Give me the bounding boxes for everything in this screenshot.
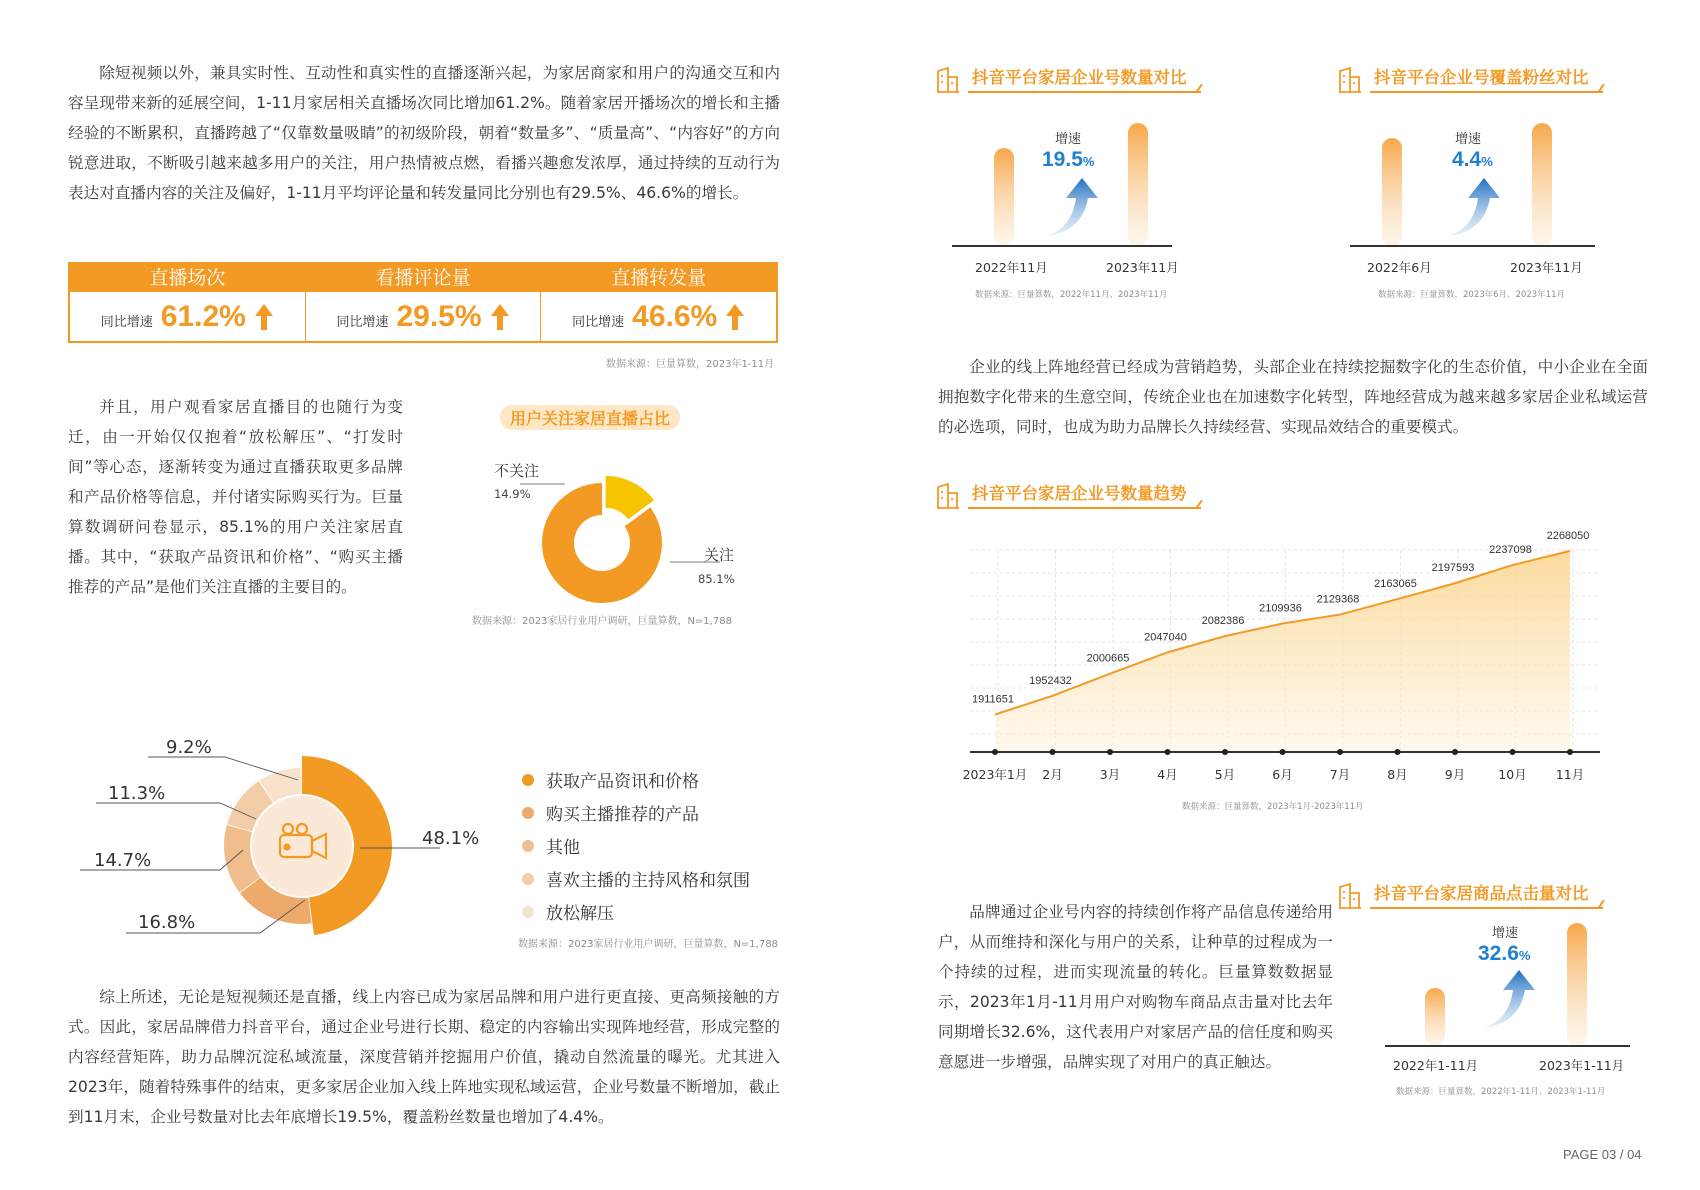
legend-item: 喜欢主播的主持风格和氛围 (522, 862, 750, 895)
legend-item: 购买主播推荐的产品 (522, 796, 750, 829)
attention-chart-title: 用户关注家居直播占比 (500, 405, 680, 430)
purpose-value-label: 48.1% (422, 828, 480, 849)
bar-label: 2022年1-11月 (1393, 1058, 1479, 1073)
stat-value: 29.5% (396, 299, 482, 333)
x-tick-label: 6月 (1272, 767, 1293, 782)
legend-item: 其他 (522, 829, 750, 862)
building-icon (1338, 67, 1362, 93)
bar-label: 2022年6月 (1367, 260, 1432, 275)
donut-center (252, 796, 352, 896)
stat-header: 直播转发量 (541, 264, 776, 292)
attention-donut-chart (520, 440, 720, 610)
stat-label: 同比增速 (100, 315, 153, 330)
purpose-value-label: 11.3% (108, 783, 166, 804)
purpose-value-label: 16.8% (138, 912, 196, 933)
up-arrow-icon (254, 303, 274, 331)
purpose-paragraph: 并且，用户观看家居直播目的也随行为变迁，由一开始仅仅抱着“放松解压”、“打发时间”等心态，逐渐转变为通过直播获取更多品牌和产品价格等信息，并付诸实际购买行为。巨量算数调研问卷显示，85.1%的用户关注家居直播。其中，“获取产品资讯和价格”、“购买主播推荐的产品”是他们关注直播的主要目的。 (68, 398, 403, 596)
click-title: 抖音平台家居商品点击量对比 (1338, 880, 1603, 909)
stat-value: 61.2% (160, 299, 246, 333)
data-label: 2268050 (1546, 530, 1590, 542)
page-number: PAGE 03 / 04 (1563, 1147, 1642, 1162)
axis-tick-dot (1165, 749, 1171, 755)
intro-paragraph: 除短视频以外，兼具实时性、互动性和真实性的直播逐渐兴起，为家居商家和用户的沟通交互和内容呈现带来新的延展空间，1-11月家居相关直播场次同比增加61.2%。随着家居开播场次的增长和主播经验的不断累积，直播跨越了“仅靠数量吸睛”的初级阶段，朝着“数量多”、“质量高”、“内容好”的方向锐意进取，不断吸引越来越多用户的关注，用户热情被点燃，看播兴趣愈发浓厚，通过持续的互动行为表达对直播内容的关注及偏好，1-11月平均评论量和转发量同比分别也有29.5%、46.6%的增长。 (68, 64, 780, 202)
x-tick-label: 2023年1月 (962, 767, 1028, 782)
purpose-value-label: 9.2% (166, 737, 212, 758)
legend-dot (522, 840, 534, 852)
x-tick-label: 9月 (1444, 767, 1466, 782)
stat-value: 46.6% (632, 299, 718, 333)
purpose-source: 数据来源：2023家居行业用户调研，巨量算数，N=1,788 (518, 939, 778, 950)
building-icon (936, 67, 960, 93)
growth-arrow-icon (1448, 178, 1500, 236)
comparison-bar (1425, 988, 1445, 1046)
purpose-legend (522, 763, 750, 928)
attention-source: 数据来源：2023家居行业用户调研，巨量算数，N=1,788 (472, 616, 732, 627)
click-growth-label: 增速 (1492, 926, 1519, 941)
account-growth-label: 增速 (1055, 132, 1082, 147)
axis-tick-dot (1050, 749, 1056, 755)
x-tick-label: 8月 (1387, 767, 1408, 782)
comparison-bar (1532, 123, 1552, 246)
account-count-title: 抖音平台家居企业号数量对比 (936, 64, 1201, 93)
bar-label: 2023年11月 (1510, 260, 1583, 275)
stat-label: 同比增速 (336, 315, 389, 330)
data-label: 2237098 (1489, 544, 1532, 557)
x-tick-label: 3月 (1099, 767, 1121, 782)
growth-arrow-icon (1046, 178, 1098, 236)
stat-header: 直播场次 (70, 264, 305, 292)
trend-title: 抖音平台家居企业号数量趋势 (936, 480, 1201, 509)
trend-area (995, 551, 1570, 752)
fans-growth-label: 增速 (1455, 132, 1482, 147)
stat-column (70, 264, 306, 341)
axis-tick-dot (1280, 749, 1286, 755)
data-label: 2109936 (1259, 602, 1302, 615)
building-icon (1338, 883, 1362, 909)
account-growth-value: 19.5% (1042, 148, 1095, 171)
legend-dot (522, 807, 534, 819)
account-count-source: 数据来源：巨量算数，2022年11月、2023年11月 (975, 290, 1168, 300)
comparison-bar (1128, 123, 1148, 246)
data-label: 2129368 (1316, 593, 1360, 606)
click-paragraph: 品牌通过企业号内容的持续创作将产品信息传递给用户，从而维持和深化与用户的关系，让种草的过程成为一个持续的过程，进而实现流量的转化。巨量算数数据显示，2023年1月-11月用户对购物车商品点击量对比去年同期增长32.6%，这代表用户对家居产品的信任度和购买意愿进一步增强，品牌实现了对用户的真正触达。 (938, 903, 1333, 1071)
data-label: 2163065 (1374, 578, 1417, 591)
attention-no-label: 不关注 (494, 462, 540, 480)
x-tick-label: 10月 (1498, 767, 1527, 782)
data-label: 1952432 (1029, 674, 1072, 687)
x-tick-label: 7月 (1329, 767, 1351, 782)
axis-tick-dot (1107, 749, 1113, 755)
data-label: 2047040 (1144, 631, 1187, 644)
fans-title: 抖音平台企业号覆盖粉丝对比 (1338, 64, 1603, 93)
x-tick-label: 11月 (1555, 767, 1585, 782)
data-label: 2197593 (1431, 562, 1475, 575)
data-label: 1911651 (971, 693, 1015, 706)
attention-yes-value: 85.1% (698, 572, 735, 586)
bar-label: 2023年1-11月 (1539, 1058, 1625, 1073)
axis-tick-dot (1567, 749, 1573, 755)
comparison-bar (1382, 138, 1402, 246)
summary-paragraph: 综上所述，无论是短视频还是直播，线上内容已成为家居品牌和用户进行更直接、更高频接触的方式。因此，家居品牌借力抖音平台，通过企业号进行长期、稳定的内容输出实现阵地经营，形成完整的内容经营矩阵，助力品牌沉淀私域流量，深度营销并挖掘用户价值，撬动自然流量的曝光。尤其进入2023年，随着特殊事件的结束，更多家居企业加入线上阵地实现私域运营，企业号数量不断增加，截止到11月末，企业号数量对比去年底增长19.5%，覆盖粉丝数量也增加了4.4%。 (68, 988, 780, 1126)
x-tick-label: 2月 (1042, 767, 1063, 782)
comparison-bar (1567, 923, 1587, 1046)
fans-source: 数据来源：巨量算数，2023年6月、2023年11月 (1378, 290, 1565, 300)
stats-source: 数据来源：巨量算数，2023年1-11月 (606, 359, 775, 370)
axis-tick-dot (1337, 749, 1343, 755)
stat-column (306, 264, 542, 341)
stats-table (68, 262, 778, 343)
attention-no-value: 14.9% (494, 487, 531, 501)
legend-dot (522, 873, 534, 885)
click-source: 数据来源：巨量算数，2022年1-11月、2023年1-11月 (1396, 1087, 1606, 1097)
attention-yes-label: 关注 (704, 546, 735, 564)
x-tick-label: 4月 (1157, 767, 1178, 782)
click-growth-value: 32.6% (1478, 942, 1531, 965)
fans-growth-value: 4.4% (1452, 148, 1493, 171)
bar-label: 2022年11月 (975, 260, 1048, 275)
x-tick-label: 5月 (1214, 767, 1236, 782)
up-arrow-icon (725, 303, 745, 331)
legend-dot (522, 774, 534, 786)
middle-paragraph: 企业的线上阵地经营已经成为营销趋势，头部企业在持续挖掘数字化的生态价值，中小企业在全面拥抱数字化带来的生意空间，传统企业也在加速数字化转型，阵地经营成为越来越多家居企业私域运营的必选项，同时，也成为助力品牌长久持续经营、实现品效结合的重要模式。 (938, 358, 1648, 436)
bar-label: 2023年11月 (1106, 260, 1179, 275)
up-arrow-icon (490, 303, 510, 331)
axis-tick-dot (1395, 749, 1401, 755)
comparison-bar (994, 148, 1014, 246)
axis-tick-dot (1222, 749, 1228, 755)
axis-tick-dot (992, 749, 998, 755)
trend-area-chart (955, 530, 1625, 790)
stat-label: 同比增速 (572, 315, 625, 330)
trend-source: 数据来源：巨量算数，2023年1月-2023年11月 (1182, 802, 1364, 812)
legend-item: 放松解压 (522, 895, 750, 928)
legend-dot (522, 906, 534, 918)
stat-header: 看播评论量 (306, 264, 541, 292)
stat-column (541, 264, 776, 341)
growth-arrow-icon (1483, 970, 1535, 1028)
legend-item: 获取产品资讯和价格 (522, 763, 750, 796)
axis-tick-dot (1452, 749, 1458, 755)
data-label: 2082386 (1201, 615, 1245, 628)
data-label: 2000665 (1086, 652, 1130, 665)
axis-tick-dot (1510, 749, 1516, 755)
purpose-value-label: 14.7% (94, 850, 152, 871)
building-icon (936, 483, 960, 509)
